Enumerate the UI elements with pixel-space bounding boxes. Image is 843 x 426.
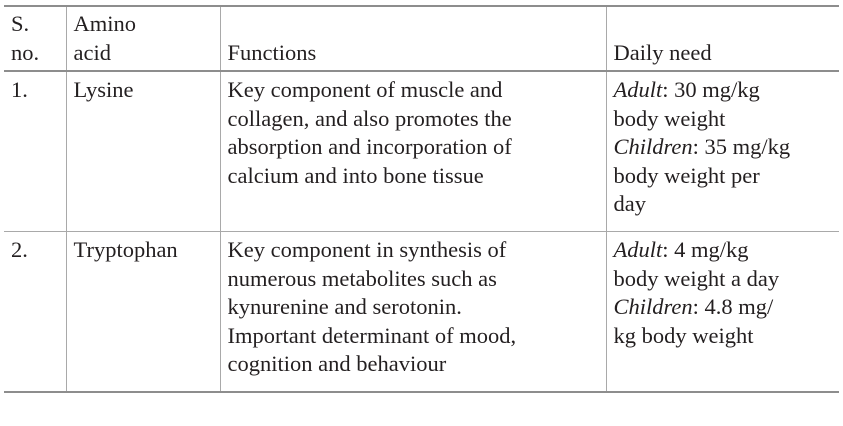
table-row xyxy=(4,232,839,393)
adult-need: Adult: 30 mg/kg xyxy=(613,77,760,102)
cell-daily-need: Adult: 4 mg/kg body weight a day Children: 4.8 mg/ kg body weight xyxy=(606,232,839,393)
table-row xyxy=(4,71,839,232)
header-sno: S. no. xyxy=(4,6,66,71)
header-amino-acid: Amino acid xyxy=(66,6,220,71)
cell-daily-need: Adult: 30 mg/kg body weight Children: 35 mg/kg body weight per day xyxy=(606,71,839,232)
header-daily-need: Daily need xyxy=(606,6,839,71)
cell-functions: Key component of muscle and collagen, and also promotes the absorption and incorporation of calcium and into bone tissue xyxy=(220,71,606,232)
cell-functions: Key component in synthesis of numerous metabolites such as kynurenine and serotonin. Important determinant of mood, cognition and behaviour xyxy=(220,232,606,393)
cell-sno: 2. xyxy=(4,232,66,393)
cell-amino-acid: Lysine xyxy=(66,71,220,232)
table-header-row xyxy=(4,6,839,71)
cell-amino-acid: Tryptophan xyxy=(66,232,220,393)
children-need: Children: 4.8 mg/ xyxy=(613,294,774,319)
children-need: Children: 35 mg/kg xyxy=(613,134,791,159)
header-functions: Functions xyxy=(220,6,606,71)
adult-need: Adult: 4 mg/kg xyxy=(613,237,749,262)
cell-sno: 1. xyxy=(4,71,66,232)
amino-acid-table xyxy=(4,5,839,393)
